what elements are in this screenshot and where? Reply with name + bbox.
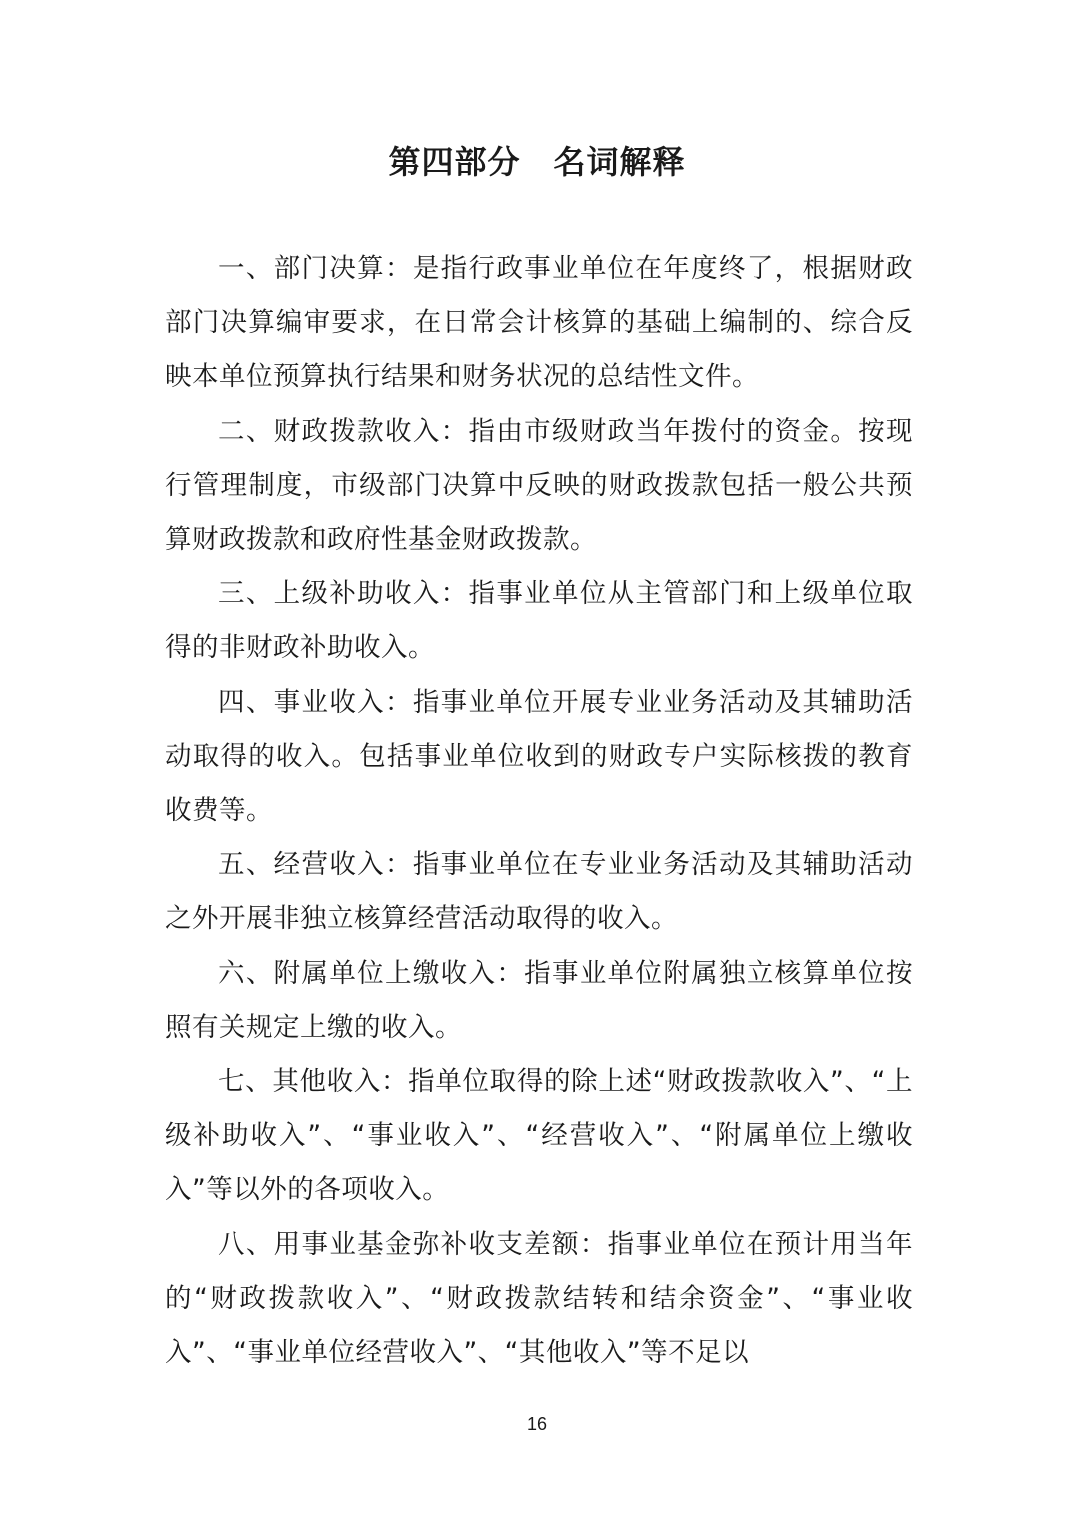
document-body [165,242,913,1380]
paragraph-affiliated-unit-income: 六、附属单位上缴收入：指事业单位附属独立核算单位按照有关规定上缴的收入。 [165,957,913,1043]
paragraph-fiscal-appropriation-income: 二、财政拨款收入：指由市级财政当年拨付的资金。按现行管理制度，市级部门决算中反映的财政拨款包括一般公共预算财政拨款和政府性基金财政拨款。 [165,415,913,556]
paragraph-business-income: 四、事业收入：指事业单位开展专业业务活动及其辅助活动取得的收入。包括事业单位收到的财政专户实际核拨的教育收费等。 [165,686,913,827]
paragraph-operating-income: 五、经营收入：指事业单位在专业业务活动及其辅助活动之外开展非独立核算经营活动取得的收入。 [165,849,913,935]
paragraph-departmental-final-accounts: 一、部门决算：是指行政事业单位在年度终了，根据财政部门决算编审要求，在日常会计核算的基础上编制的、综合反映本单位预算执行结果和财务状况的总结性文件。 [165,253,913,393]
paragraph-superior-subsidy-income: 三、上级补助收入：指事业单位从主管部门和上级单位取得的非财政补助收入。 [165,578,913,664]
page-title: 第四部分 名词解释 [388,143,686,181]
paragraph-other-income: 七、其他收入：指单位取得的除上述“财政拨款收入”、“上级补助收入”、“事业收入”、“经营收入”、“附属单位上缴收入”等以外的各项收入。 [165,1066,913,1206]
page-number: 16 [526,1414,548,1434]
paragraph-business-fund-offset: 八、用事业基金弥补收支差额：指事业单位在预计用当年的“财政拨款收入”、“财政拨款结转和结余资金”、“事业收入”、“事业单位经营收入”、“其他收入”等不足以 [165,1228,913,1369]
